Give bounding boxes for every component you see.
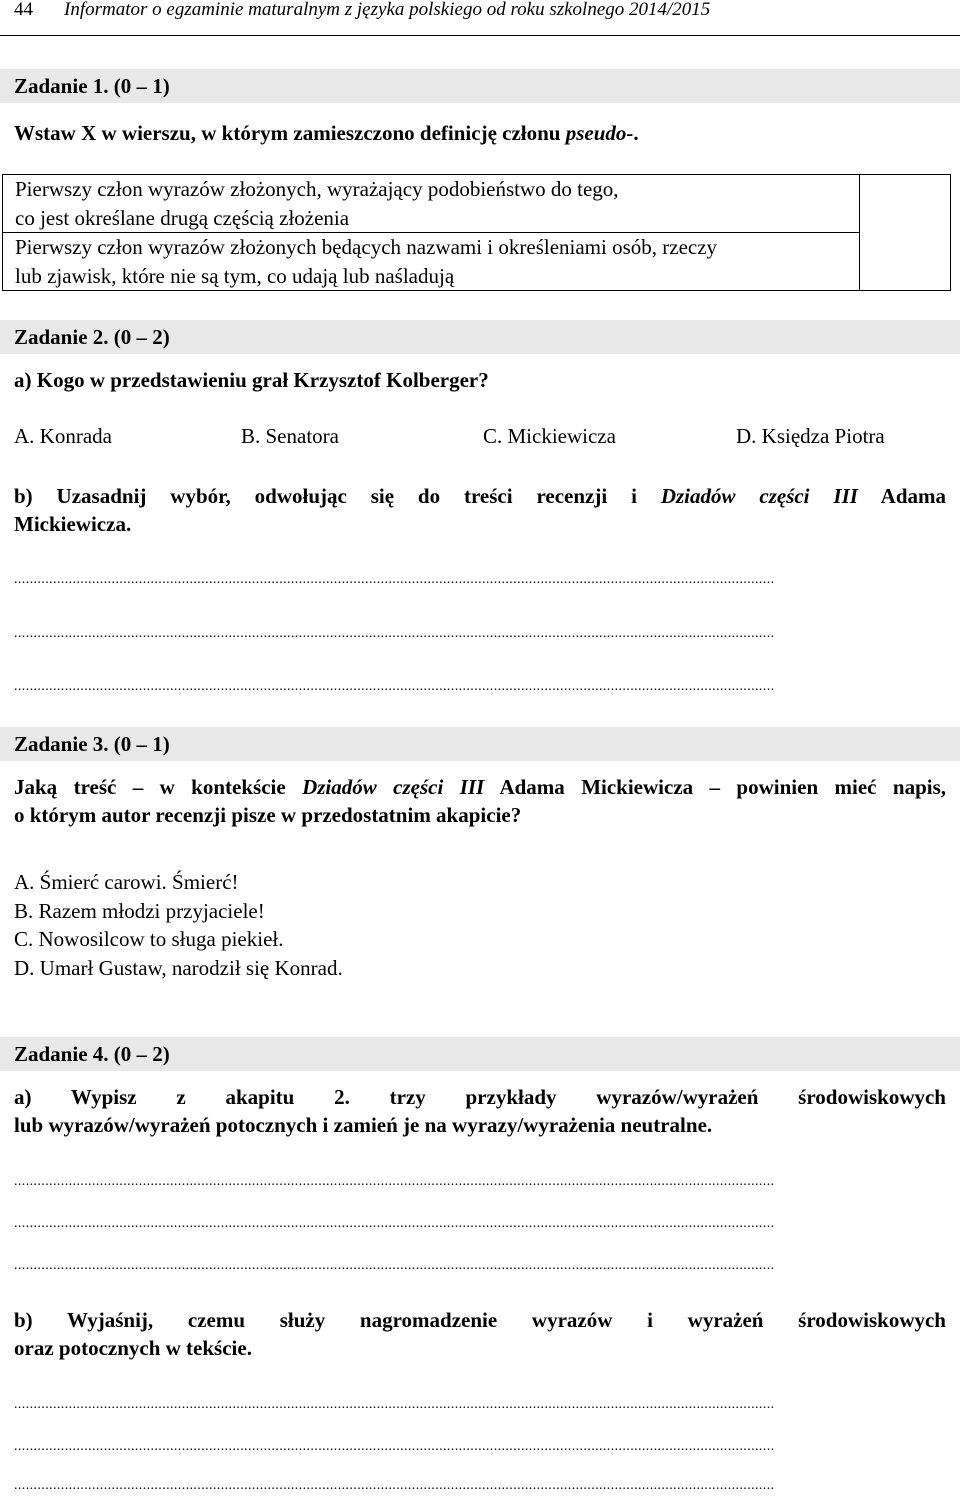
task1-instruction-text: Wstaw X w wierszu, w którym zamieszczono definicję członu <box>14 121 566 145</box>
task3-option-c[interactable]: C. Nowosilcow to sługa piekieł. <box>14 927 284 951</box>
task2-option-c[interactable]: C. Mickiewicza <box>483 424 616 448</box>
task1-row <box>3 233 951 291</box>
answer-line[interactable]: ................................................................................................................................................................................................... <box>14 1174 775 1189</box>
task3-question-end: Adama Mickiewicza – powinien mieć napis, <box>484 775 947 799</box>
task4-question-a: a) Wypisz z akapitu 2. trzy przykłady wyrazów/wyrażeń środowiskowych <box>14 1085 946 1109</box>
task2-title: Zadanie 2. (0 – 2) <box>14 325 170 349</box>
answer-line[interactable]: ................................................................................................................................................................................................... <box>14 1216 775 1231</box>
answer-line[interactable]: ................................................................................................................................................................................................... <box>14 1258 775 1273</box>
task2-option-d[interactable]: D. Księdza Piotra <box>736 424 885 448</box>
task1-instruction-end: . <box>633 121 639 145</box>
task3-option-d[interactable]: D. Umarł Gustaw, narodził się Konrad. <box>14 956 343 980</box>
task1-table <box>2 174 951 291</box>
task2-question-b-work: Dziadów części III <box>660 484 858 508</box>
task3-title: Zadanie 3. (0 – 1) <box>14 732 170 756</box>
task2-question-b-text: b) Uzasadnij wybór, odwołując się do treści recenzji i <box>14 484 661 508</box>
answer-line[interactable]: ................................................................................................................................................................................................... <box>14 679 775 694</box>
header-divider <box>0 35 960 36</box>
task3-question-work: Dziadów części III <box>302 775 485 799</box>
task1-row-text <box>3 233 860 291</box>
answer-line[interactable]: ................................................................................................................................................................................................... <box>14 572 775 587</box>
task1-row1-line1: Pierwszy człon wyrazów złożonych, wyrażający podobieństwo do tego, <box>15 177 619 201</box>
task2-question-a: a) Kogo w przedstawieniu grał Krzysztof Kolberger? <box>14 368 489 392</box>
task1-title: Zadanie 1. (0 – 1) <box>14 74 170 98</box>
answer-line[interactable]: ................................................................................................................................................................................................... <box>14 1439 775 1454</box>
task2-question-b-line2: Mickiewicza. <box>14 512 132 536</box>
task1-row1-line2: co jest określane drugą częścią złożenia <box>15 205 350 230</box>
task1-row <box>3 175 951 233</box>
task3-option-a[interactable]: A. Śmierć carowi. Śmierć! <box>14 870 239 894</box>
task2-question-b <box>14 482 946 510</box>
task4-question-a-line2: lub wyrazów/wyrażeń potocznych i zamień je na wyrazy/wyrażenia neutralne. <box>14 1113 713 1137</box>
page-number: 44 <box>14 0 33 20</box>
task3-option-b[interactable]: B. Razem młodzi przyjaciele! <box>14 899 265 923</box>
header-title: Informator o egzaminie maturalnym z języka polskiego od roku szkolnego 2014/2015 <box>64 0 711 20</box>
task2-option-b[interactable]: B. Senatora <box>241 424 339 448</box>
task1-row2-line2: lub zjawisk, które nie są tym, co udają lub naśladują <box>15 263 455 288</box>
page-header <box>14 0 710 21</box>
answer-line[interactable]: ................................................................................................................................................................................................... <box>14 1397 775 1412</box>
task3-question-line2: o którym autor recenzji pisze w przedostatnim akapicie? <box>14 803 522 827</box>
task4-question-b-line2: oraz potocznych w tekście. <box>14 1336 252 1360</box>
task4-title: Zadanie 4. (0 – 2) <box>14 1042 170 1066</box>
task1-instruction <box>14 119 639 147</box>
task4-question-b: b) Wyjaśnij, czemu służy nagromadzenie wyrazów i wyrażeń środowiskowych <box>14 1308 946 1332</box>
task1-answer-cell[interactable] <box>860 175 951 291</box>
task2-question-b-end: Adama <box>857 484 946 508</box>
task2-option-a[interactable]: A. Konrada <box>14 424 112 448</box>
task3-question <box>14 773 946 801</box>
answer-line[interactable]: ................................................................................................................................................................................................... <box>14 626 775 641</box>
answer-line[interactable]: ................................................................................................................................................................................................... <box>14 1478 775 1493</box>
task1-row2-line1: Pierwszy człon wyrazów złożonych będących nazwami i określeniami osób, rzeczy <box>15 235 718 259</box>
task1-instruction-term: pseudo- <box>565 121 634 145</box>
task1-row-text <box>3 175 860 233</box>
task3-question-text: Jaką treść – w kontekście <box>14 775 303 799</box>
